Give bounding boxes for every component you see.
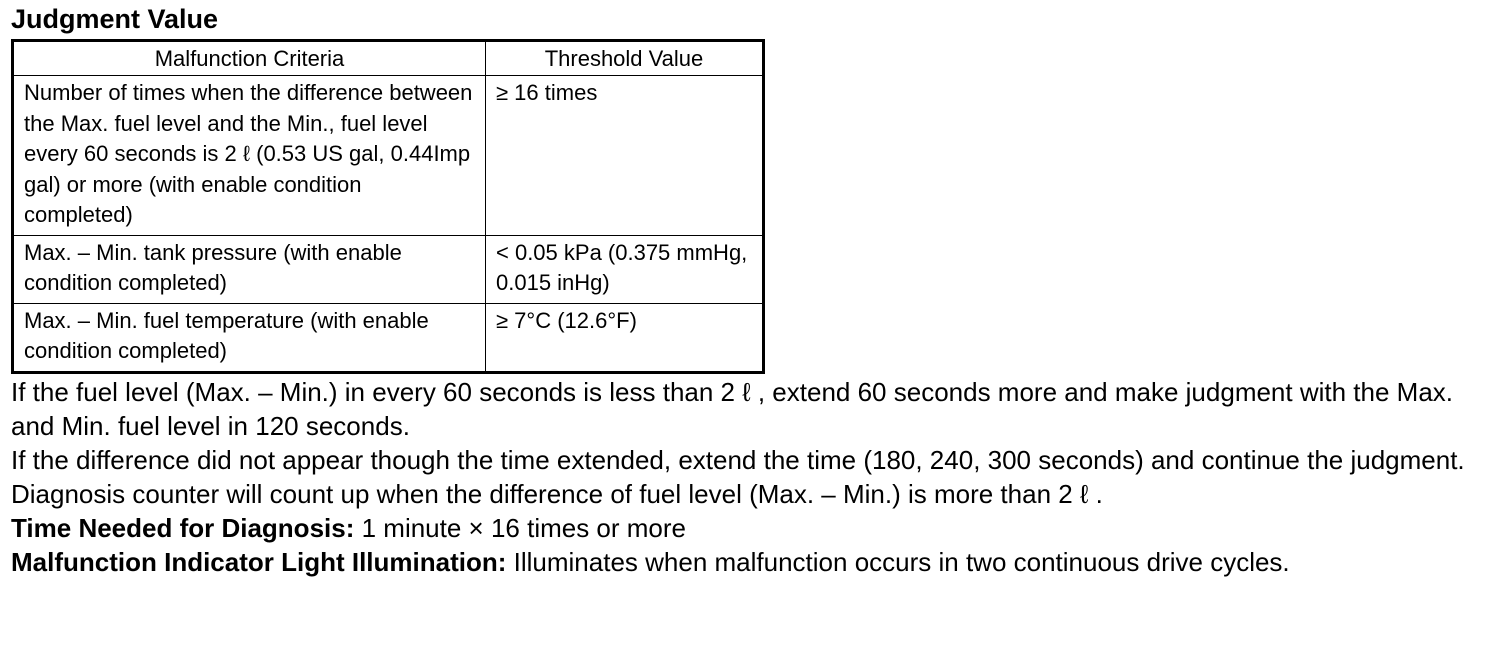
threshold-cell: ≥ 7°C (12.6°F)	[486, 303, 764, 372]
mil-label: Malfunction Indicator Light Illumination:	[11, 546, 507, 577]
table-row	[13, 235, 764, 303]
threshold-cell: ≥ 16 times	[486, 76, 764, 236]
document	[11, 0, 1491, 579]
paragraph-extend-time: If the fuel level (Max. – Min.) in every 60 seconds is less than 2 ℓ , extend 60 seconds more and make judgment with the Max. and Min. fuel level in 120 seconds.	[11, 376, 1454, 441]
table-header-row	[13, 41, 764, 76]
mil-value: Illuminates when malfunction occurs in two continuous drive cycles.	[506, 546, 1290, 577]
mil-line	[11, 545, 1471, 579]
time-needed-value: 1 minute × 16 times or more	[354, 512, 687, 543]
time-needed-label: Time Needed for Diagnosis:	[11, 512, 355, 543]
paragraph-diagnosis-counter: Diagnosis counter will count up when the difference of fuel level (Max. – Min.) is more than 2 ℓ .	[11, 478, 1103, 509]
time-needed-line	[11, 511, 1471, 545]
criteria-cell: Max. – Min. fuel temperature (with enable condition completed)	[13, 303, 486, 372]
table-row	[13, 303, 764, 372]
header-threshold-value: Threshold Value	[486, 41, 764, 76]
criteria-cell: Number of times when the difference between the Max. fuel level and the Min., fuel level every 60 seconds is 2 ℓ (0.53 US gal, 0.44Imp gal) or more (with enable condition completed)	[13, 76, 486, 236]
judgment-table	[11, 39, 765, 374]
threshold-cell: < 0.05 kPa (0.375 mmHg, 0.015 inHg)	[486, 235, 764, 303]
section-heading: Judgment Value	[11, 4, 219, 34]
table-row	[13, 76, 764, 236]
header-malfunction-criteria: Malfunction Criteria	[13, 41, 486, 76]
paragraph-continue-judgment: If the difference did not appear though the time extended, extend the time (180, 240, 300 seconds) and continue the judgment.	[11, 444, 1465, 475]
criteria-cell: Max. – Min. tank pressure (with enable condition completed)	[13, 235, 486, 303]
